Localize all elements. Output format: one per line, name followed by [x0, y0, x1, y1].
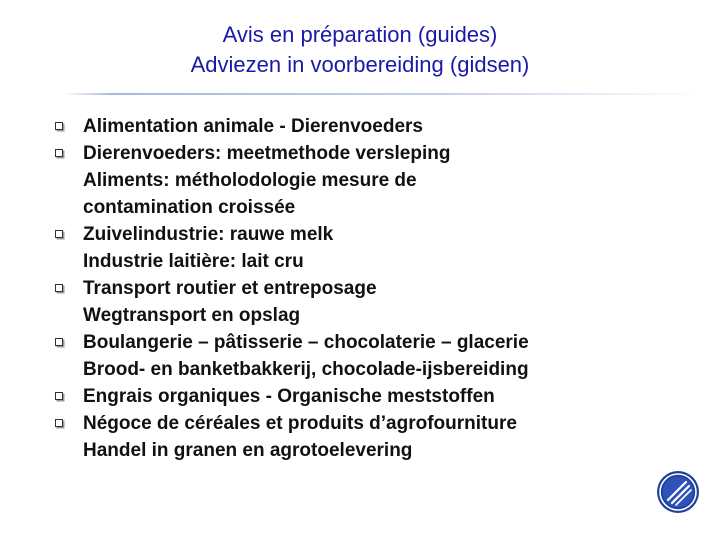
bullet-item [55, 275, 675, 329]
bullet-item [55, 221, 675, 275]
bullet-item [55, 140, 675, 221]
slide-title-line-2: Adviezen in voorbereiding (gidsen) [190, 52, 530, 77]
bullet-list [55, 113, 675, 464]
bullet-text: contamination croissée [83, 197, 296, 218]
bullet-text: Transport routier et entreposage [83, 278, 377, 299]
square-bullet-icon [55, 149, 63, 157]
square-bullet-icon [55, 338, 63, 346]
bullet-text: Dierenvoeders: meetmethode versleping [83, 143, 451, 164]
bullet-text: Handel in granen en agrotoelevering [83, 440, 413, 461]
square-bullet-icon [55, 392, 63, 400]
bullet-item [55, 329, 675, 383]
bullet-text: Aliments: métholodologie mesure de [83, 170, 417, 191]
bullet-text: Alimentation animale - Dierenvoeders [83, 116, 423, 137]
agency-emblem-icon [656, 470, 700, 514]
square-bullet-icon [55, 419, 63, 427]
bullet-item [55, 410, 675, 464]
bullet-text: Wegtransport en opslag [83, 305, 301, 326]
square-bullet-icon [55, 122, 63, 130]
square-bullet-icon [55, 284, 63, 292]
bullet-text: Boulangerie – pâtisserie – chocolaterie – glacerie [83, 332, 529, 353]
bullet-text: Brood- en banketbakkerij, chocolade-ijsbereiding [83, 359, 529, 380]
title-divider [62, 93, 702, 95]
slide-title-line-1: Avis en préparation (guides) [222, 22, 498, 47]
bullet-text: Négoce de céréales et produits d’agrofourniture [83, 413, 517, 434]
bullet-text: Industrie laitière: lait cru [83, 251, 304, 272]
bullet-item [55, 383, 675, 410]
bullet-text: Zuivelindustrie: rauwe melk [83, 224, 334, 245]
slide-title [0, 20, 720, 80]
square-bullet-icon [55, 230, 63, 238]
bullet-text: Engrais organiques - Organische meststoffen [83, 386, 495, 407]
bullet-item [55, 113, 675, 140]
